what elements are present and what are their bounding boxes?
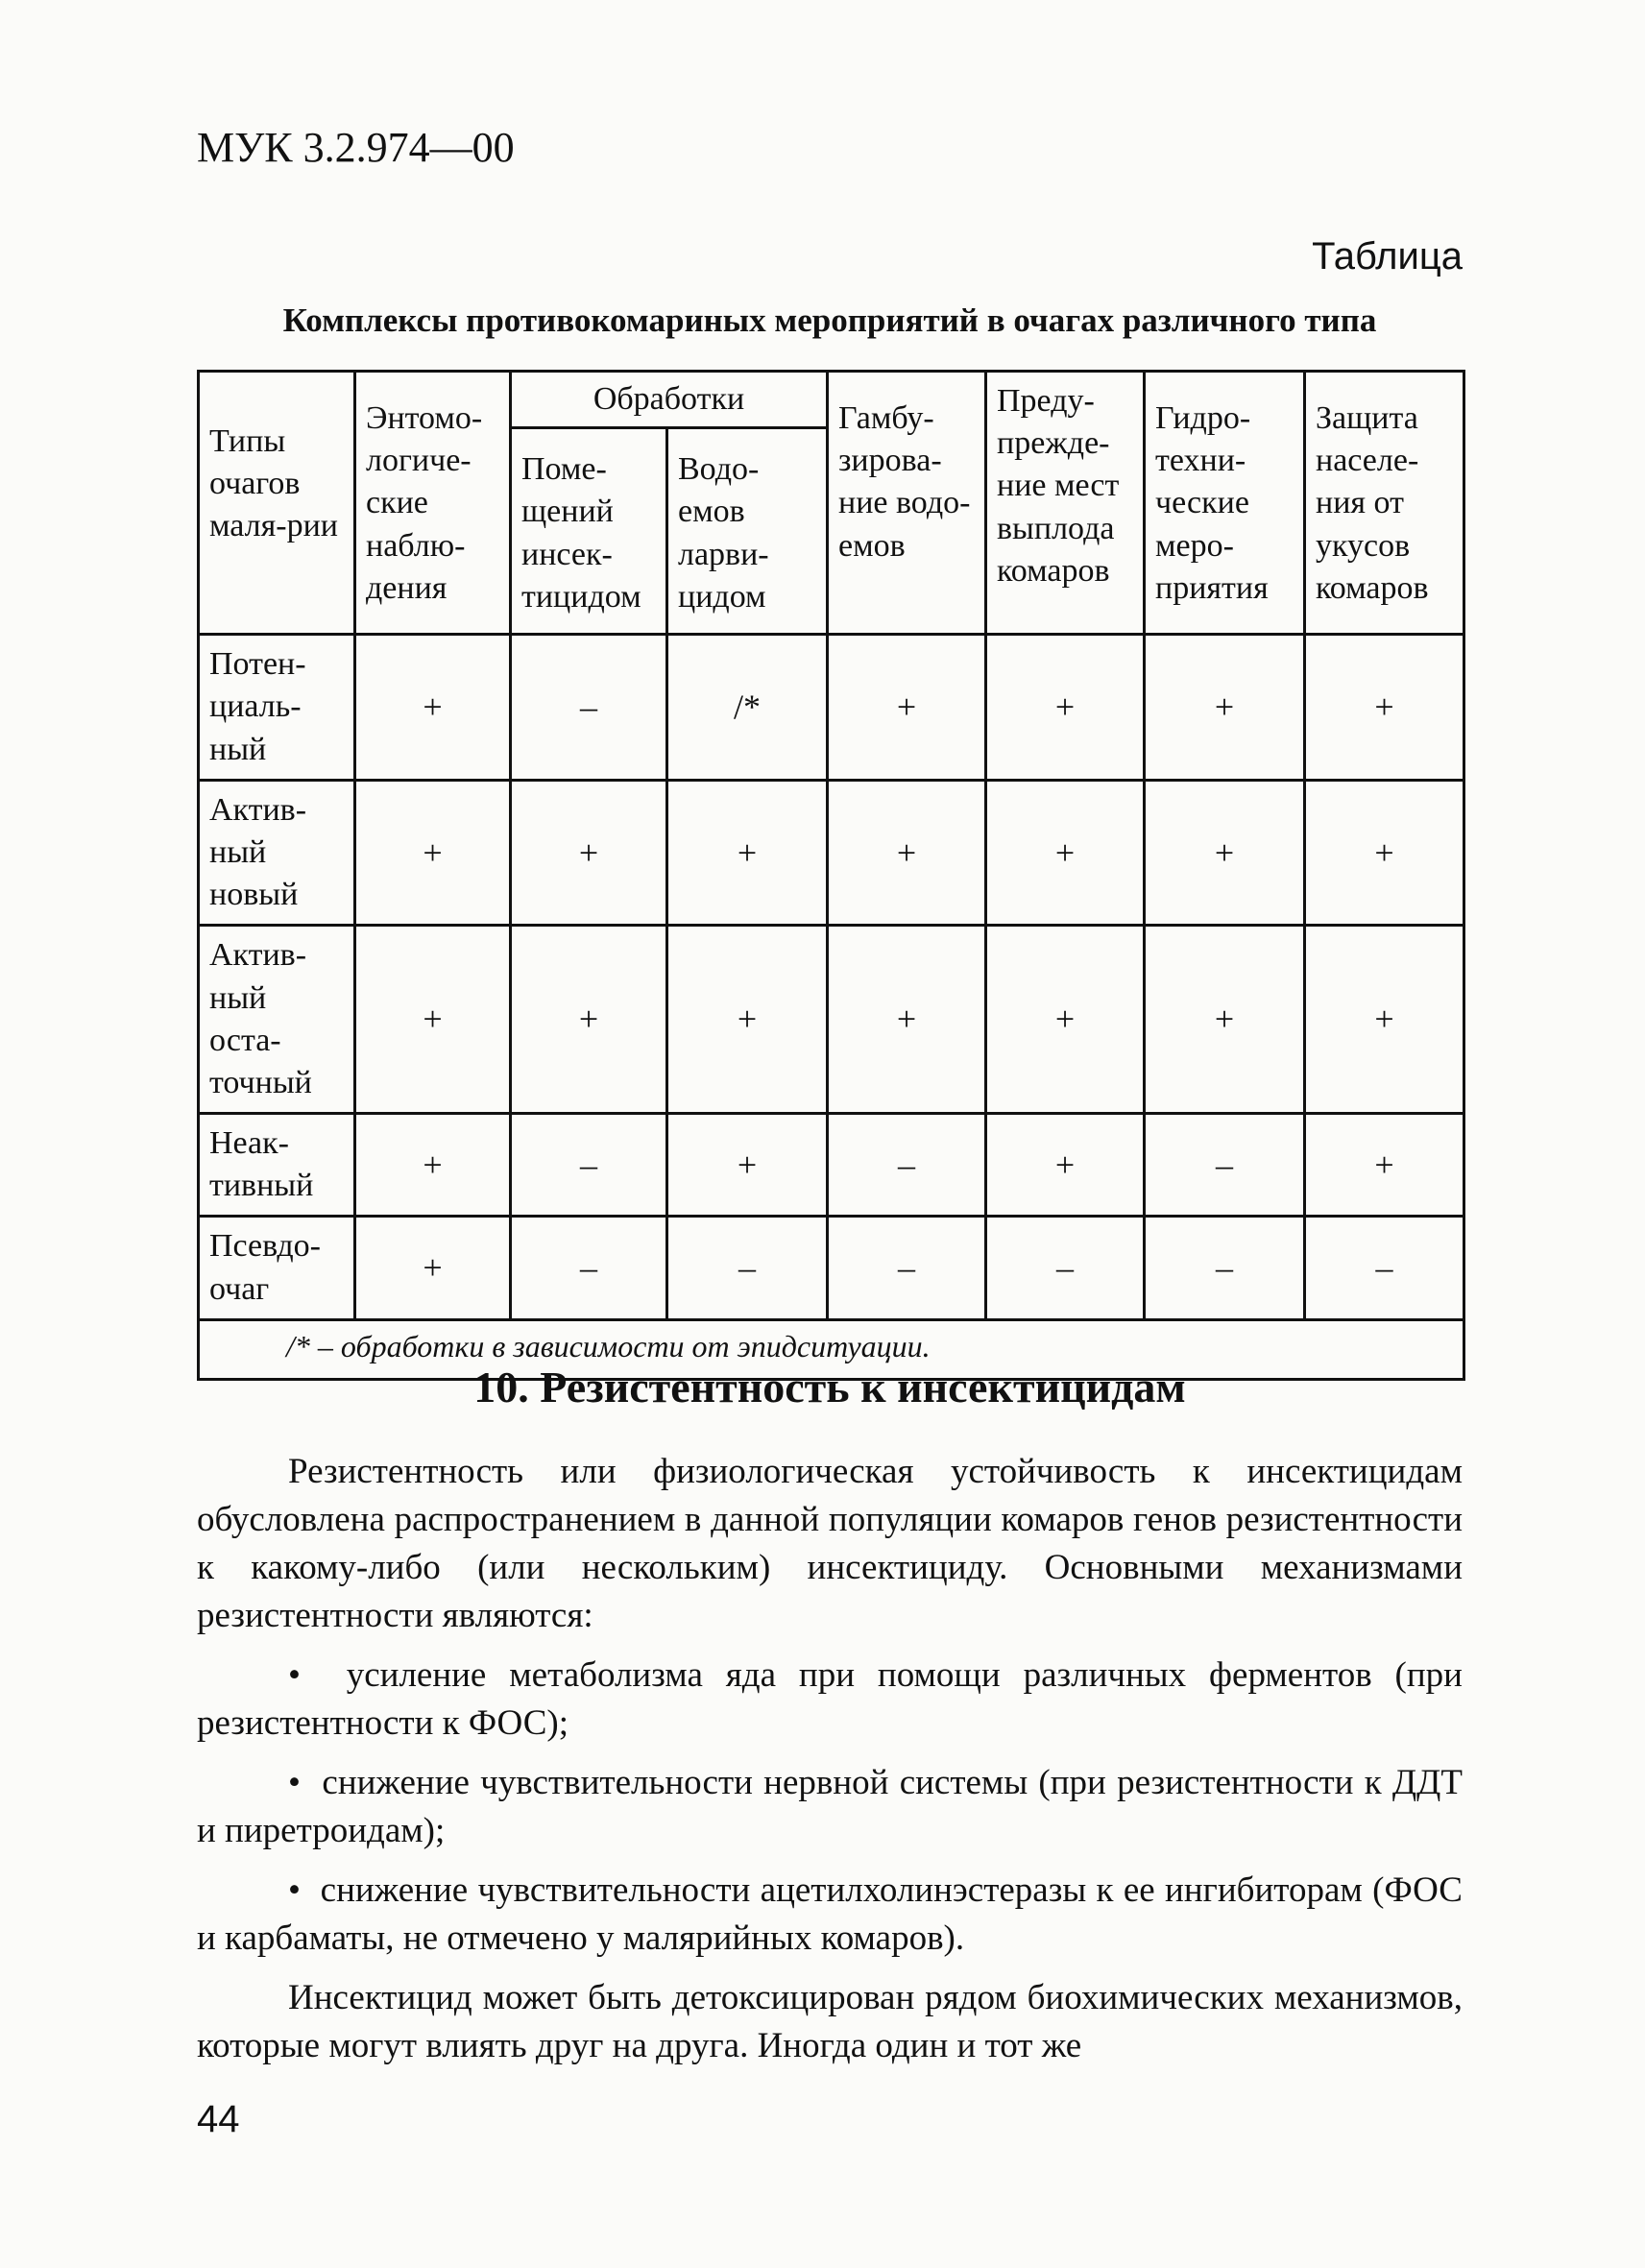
col-header-gambusia: Гамбу-зирова-ние водо-емов <box>828 372 986 635</box>
mark-cell: – <box>828 1217 986 1319</box>
page-number: 44 <box>197 2098 240 2140</box>
mark-cell: – <box>1305 1217 1464 1319</box>
mark-cell: + <box>828 926 986 1114</box>
mark-cell: – <box>511 1114 667 1217</box>
paragraph: Резистентность или физиологическая устойчивость к инсектицидам обусловлена распространением в данной популяции комаров генов резистентности к какому-либо (или нескольким) инсектициду. Основными механизмами резистентности являются: <box>197 1452 1463 1635</box>
table-row <box>199 1114 1464 1217</box>
mark-cell: – <box>511 1217 667 1319</box>
mark-cell: + <box>1305 780 1464 926</box>
bullet-item: • снижение чувствительности нервной системы (при резистентности к ДДТ и пиретроидам); <box>197 1759 1463 1855</box>
row-type: Псевдо-очаг <box>199 1217 355 1319</box>
table-row <box>199 1217 1464 1319</box>
mark-cell: + <box>1145 635 1305 781</box>
mark-cell: + <box>667 780 828 926</box>
mark-cell: – <box>986 1217 1145 1319</box>
mark-cell: + <box>1145 926 1305 1114</box>
measures-table <box>197 370 1465 1381</box>
mark-cell: + <box>355 1114 511 1217</box>
mark-cell: – <box>667 1217 828 1319</box>
mark-cell: + <box>828 780 986 926</box>
mark-cell: + <box>1305 1114 1464 1217</box>
section-body <box>197 1448 1463 2082</box>
mark-cell: – <box>828 1114 986 1217</box>
mark-cell: + <box>986 635 1145 781</box>
mark-cell: – <box>1145 1114 1305 1217</box>
mark-cell: + <box>986 926 1145 1114</box>
table-title: Комплексы противокомариных мероприятий в очагах различного типа <box>282 302 1377 339</box>
col-header-treatments: Обработки <box>511 372 828 428</box>
bullet-item: • снижение чувствительности ацетилхолинэстеразы к ее ингибиторам (ФОС и карбаматы, не отмечено у малярийных комаров). <box>197 1867 1463 1963</box>
mark-cell: + <box>511 780 667 926</box>
col-header-hydro: Гидро-техни-ческие меро-приятия <box>1145 372 1305 635</box>
table-label: Таблица <box>1312 235 1463 277</box>
mark-cell: + <box>1145 780 1305 926</box>
row-type: Актив-ный новый <box>199 780 355 926</box>
mark-cell: – <box>511 635 667 781</box>
table-row <box>199 635 1464 781</box>
mark-cell: + <box>986 1114 1145 1217</box>
row-type: Актив-ный оста-точный <box>199 926 355 1114</box>
mark-cell: + <box>667 1114 828 1217</box>
table-footnote: /* – обработки в зависимости от эпидситуации. <box>199 1319 1464 1379</box>
paragraph: Инсектицид может быть детоксицирован рядом биохимических механизмов, которые могут влиять друг на друга. Иногда один и тот же <box>197 1978 1463 2065</box>
mark-cell: + <box>828 635 986 781</box>
row-type: Потен-циаль-ный <box>199 635 355 781</box>
col-header-entomo: Энтомо-логиче-ские наблю-дения <box>355 372 511 635</box>
mark-cell: + <box>355 780 511 926</box>
mark-cell: + <box>1305 926 1464 1114</box>
mark-cell: + <box>511 926 667 1114</box>
table-row <box>199 780 1464 926</box>
mark-cell: – <box>1145 1217 1305 1319</box>
mark-cell: /* <box>667 635 828 781</box>
table-row <box>199 926 1464 1114</box>
row-type: Неак-тивный <box>199 1114 355 1217</box>
document-code: МУК 3.2.974—00 <box>197 124 515 171</box>
col-header-rooms: Поме-щений инсек-тицидом <box>511 428 667 635</box>
col-header-water: Водо-емов ларви-цидом <box>667 428 828 635</box>
col-header-protection: Защита населе-ния от укусов комаров <box>1305 372 1464 635</box>
bullet-item: • усиление метаболизма яда при помощи различных ферментов (при резистентности к ФОС); <box>197 1652 1463 1748</box>
mark-cell: + <box>355 1217 511 1319</box>
mark-cell: + <box>355 926 511 1114</box>
col-header-type: Типы очагов маля-рии <box>199 372 355 635</box>
mark-cell: + <box>1305 635 1464 781</box>
col-header-prevention: Преду-прежде-ние мест выплода комаров <box>986 372 1145 635</box>
mark-cell: + <box>986 780 1145 926</box>
section-heading: 10. Резистентность к инсектицидам <box>473 1363 1186 1411</box>
mark-cell: + <box>667 926 828 1114</box>
mark-cell: + <box>355 635 511 781</box>
